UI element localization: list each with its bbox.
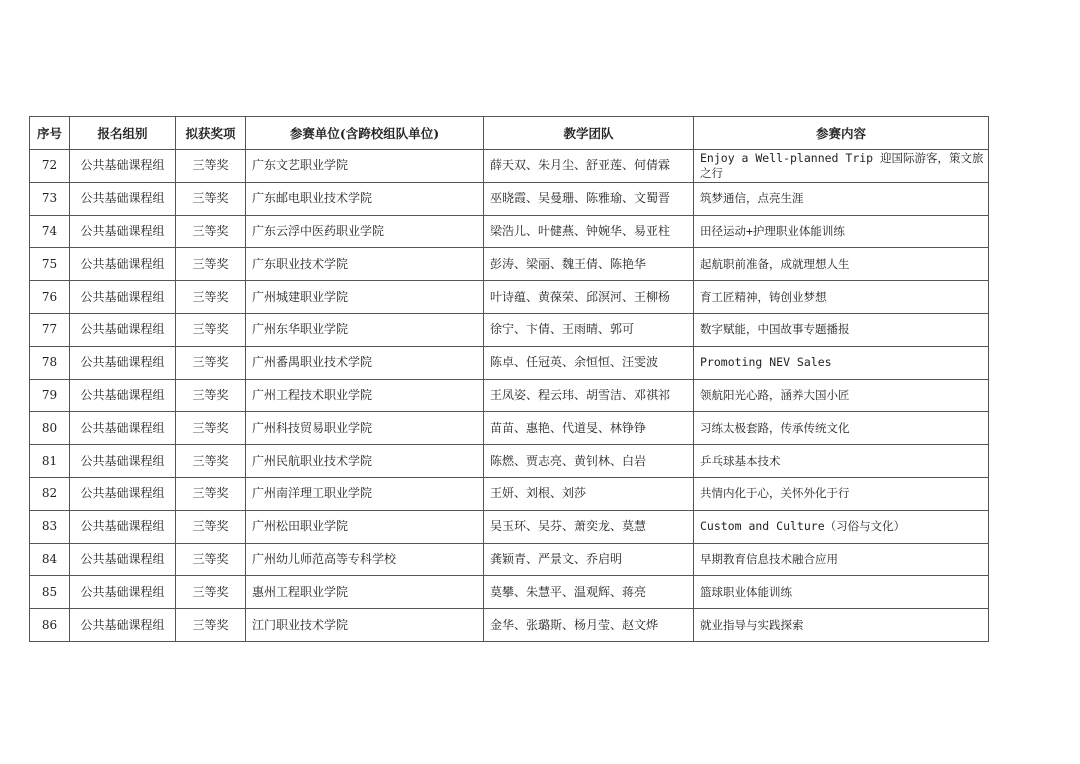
table-row: [30, 150, 989, 183]
row-award: 三等奖: [176, 150, 246, 183]
award-table: [29, 116, 989, 642]
row-award: 三等奖: [176, 379, 246, 412]
row-group: 公共基础课程组: [70, 510, 176, 543]
row-team: 彭涛、梁丽、魏王倩、陈艳华: [484, 248, 694, 281]
row-award: 三等奖: [176, 248, 246, 281]
row-group: 公共基础课程组: [70, 609, 176, 642]
row-number: 75: [30, 248, 70, 281]
row-unit: 广州幼儿师范高等专科学校: [246, 543, 484, 576]
row-group: 公共基础课程组: [70, 248, 176, 281]
row-unit: 广州科技贸易职业学院: [246, 412, 484, 445]
row-number: 82: [30, 477, 70, 510]
table-row: [30, 313, 989, 346]
row-group: 公共基础课程组: [70, 182, 176, 215]
header-group: 报名组别: [70, 117, 176, 150]
table-row: [30, 445, 989, 478]
table-row: [30, 248, 989, 281]
row-team: 苗苗、惠艳、代道旻、林铮铮: [484, 412, 694, 445]
row-team: 梁浩儿、叶健燕、钟婉华、易亚柱: [484, 215, 694, 248]
row-unit: 广州松田职业学院: [246, 510, 484, 543]
row-award: 三等奖: [176, 609, 246, 642]
row-group: 公共基础课程组: [70, 445, 176, 478]
row-number: 79: [30, 379, 70, 412]
header-unit: 参赛单位(含跨校组队单位): [246, 117, 484, 150]
row-content: 领航阳光心路，涵养大国小匠: [694, 379, 989, 412]
header-no: 序号: [30, 117, 70, 150]
row-number: 84: [30, 543, 70, 576]
row-content: Enjoy a Well-planned Trip 迎国际游客，策文旅之行: [694, 150, 989, 183]
row-team: 金华、张璐斯、杨月莹、赵文烨: [484, 609, 694, 642]
row-unit: 广州城建职业学院: [246, 281, 484, 314]
row-content: 早期教育信息技术融合应用: [694, 543, 989, 576]
row-team: 王妍、刘根、刘莎: [484, 477, 694, 510]
row-award: 三等奖: [176, 346, 246, 379]
row-award: 三等奖: [176, 510, 246, 543]
row-unit: 广州工程技术职业学院: [246, 379, 484, 412]
row-award: 三等奖: [176, 412, 246, 445]
table-row: [30, 510, 989, 543]
row-award: 三等奖: [176, 445, 246, 478]
row-unit: 广州南洋理工职业学院: [246, 477, 484, 510]
row-award: 三等奖: [176, 215, 246, 248]
row-number: 77: [30, 313, 70, 346]
row-number: 76: [30, 281, 70, 314]
row-number: 85: [30, 576, 70, 609]
row-unit: 广东职业技术学院: [246, 248, 484, 281]
header-team: 教学团队: [484, 117, 694, 150]
row-content: Custom and Culture（习俗与文化）: [694, 510, 989, 543]
row-number: 73: [30, 182, 70, 215]
row-number: 83: [30, 510, 70, 543]
table-row: [30, 182, 989, 215]
row-unit: 惠州工程职业学院: [246, 576, 484, 609]
table-row: [30, 379, 989, 412]
row-team: 龚颖青、严景文、乔启明: [484, 543, 694, 576]
row-award: 三等奖: [176, 281, 246, 314]
row-team: 吴玉环、吴芬、萧奕龙、莫慧: [484, 510, 694, 543]
row-group: 公共基础课程组: [70, 543, 176, 576]
row-content: 筑梦通信，点亮生涯: [694, 182, 989, 215]
row-content: 习练太极套路，传承传统文化: [694, 412, 989, 445]
row-unit: 江门职业技术学院: [246, 609, 484, 642]
row-unit: 广州民航职业技术学院: [246, 445, 484, 478]
row-number: 86: [30, 609, 70, 642]
row-unit: 广东云浮中医药职业学院: [246, 215, 484, 248]
row-team: 徐宁、卞倩、王雨晴、郭可: [484, 313, 694, 346]
table-row: [30, 543, 989, 576]
row-group: 公共基础课程组: [70, 215, 176, 248]
row-content: 篮球职业体能训练: [694, 576, 989, 609]
row-group: 公共基础课程组: [70, 379, 176, 412]
table-row: [30, 215, 989, 248]
table-row: [30, 576, 989, 609]
row-unit: 广东文艺职业学院: [246, 150, 484, 183]
row-team: 陈燃、贾志亮、黄钊林、白岩: [484, 445, 694, 478]
row-unit: 广州东华职业学院: [246, 313, 484, 346]
row-group: 公共基础课程组: [70, 477, 176, 510]
row-team: 王凤姿、程云玮、胡雪洁、邓祺祁: [484, 379, 694, 412]
row-unit: 广东邮电职业技术学院: [246, 182, 484, 215]
row-group: 公共基础课程组: [70, 412, 176, 445]
row-team: 巫晓霞、吴曼珊、陈雅瑜、文蜀晋: [484, 182, 694, 215]
row-content: 共情内化于心，关怀外化于行: [694, 477, 989, 510]
row-group: 公共基础课程组: [70, 576, 176, 609]
row-content: 田径运动+护理职业体能训练: [694, 215, 989, 248]
table-row: [30, 477, 989, 510]
row-number: 74: [30, 215, 70, 248]
row-award: 三等奖: [176, 313, 246, 346]
row-content: 乒乓球基本技术: [694, 445, 989, 478]
row-award: 三等奖: [176, 543, 246, 576]
table-row: [30, 609, 989, 642]
row-group: 公共基础课程组: [70, 281, 176, 314]
row-award: 三等奖: [176, 477, 246, 510]
table-header-row: [30, 117, 989, 150]
table-row: [30, 281, 989, 314]
row-group: 公共基础课程组: [70, 150, 176, 183]
row-number: 81: [30, 445, 70, 478]
row-group: 公共基础课程组: [70, 346, 176, 379]
row-number: 78: [30, 346, 70, 379]
header-award: 拟获奖项: [176, 117, 246, 150]
row-award: 三等奖: [176, 576, 246, 609]
row-content: 育工匠精神，铸创业梦想: [694, 281, 989, 314]
row-team: 莫攀、朱慧平、温观辉、蒋亮: [484, 576, 694, 609]
row-team: 陈卓、任冠英、余恒恒、汪雯波: [484, 346, 694, 379]
row-team: 叶诗蕴、黄葆荣、邱溟河、王柳杨: [484, 281, 694, 314]
row-content: 就业指导与实践探索: [694, 609, 989, 642]
row-content: Promoting NEV Sales: [694, 346, 989, 379]
row-group: 公共基础课程组: [70, 313, 176, 346]
row-content: 数字赋能，中国故事专题播报: [694, 313, 989, 346]
header-content: 参赛内容: [694, 117, 989, 150]
row-number: 80: [30, 412, 70, 445]
table-row: [30, 412, 989, 445]
row-unit: 广州番禺职业技术学院: [246, 346, 484, 379]
table-row: [30, 346, 989, 379]
row-team: 薛天双、朱月尘、舒亚莲、何倩霖: [484, 150, 694, 183]
row-content: 起航职前准备，成就理想人生: [694, 248, 989, 281]
row-number: 72: [30, 150, 70, 183]
row-award: 三等奖: [176, 182, 246, 215]
